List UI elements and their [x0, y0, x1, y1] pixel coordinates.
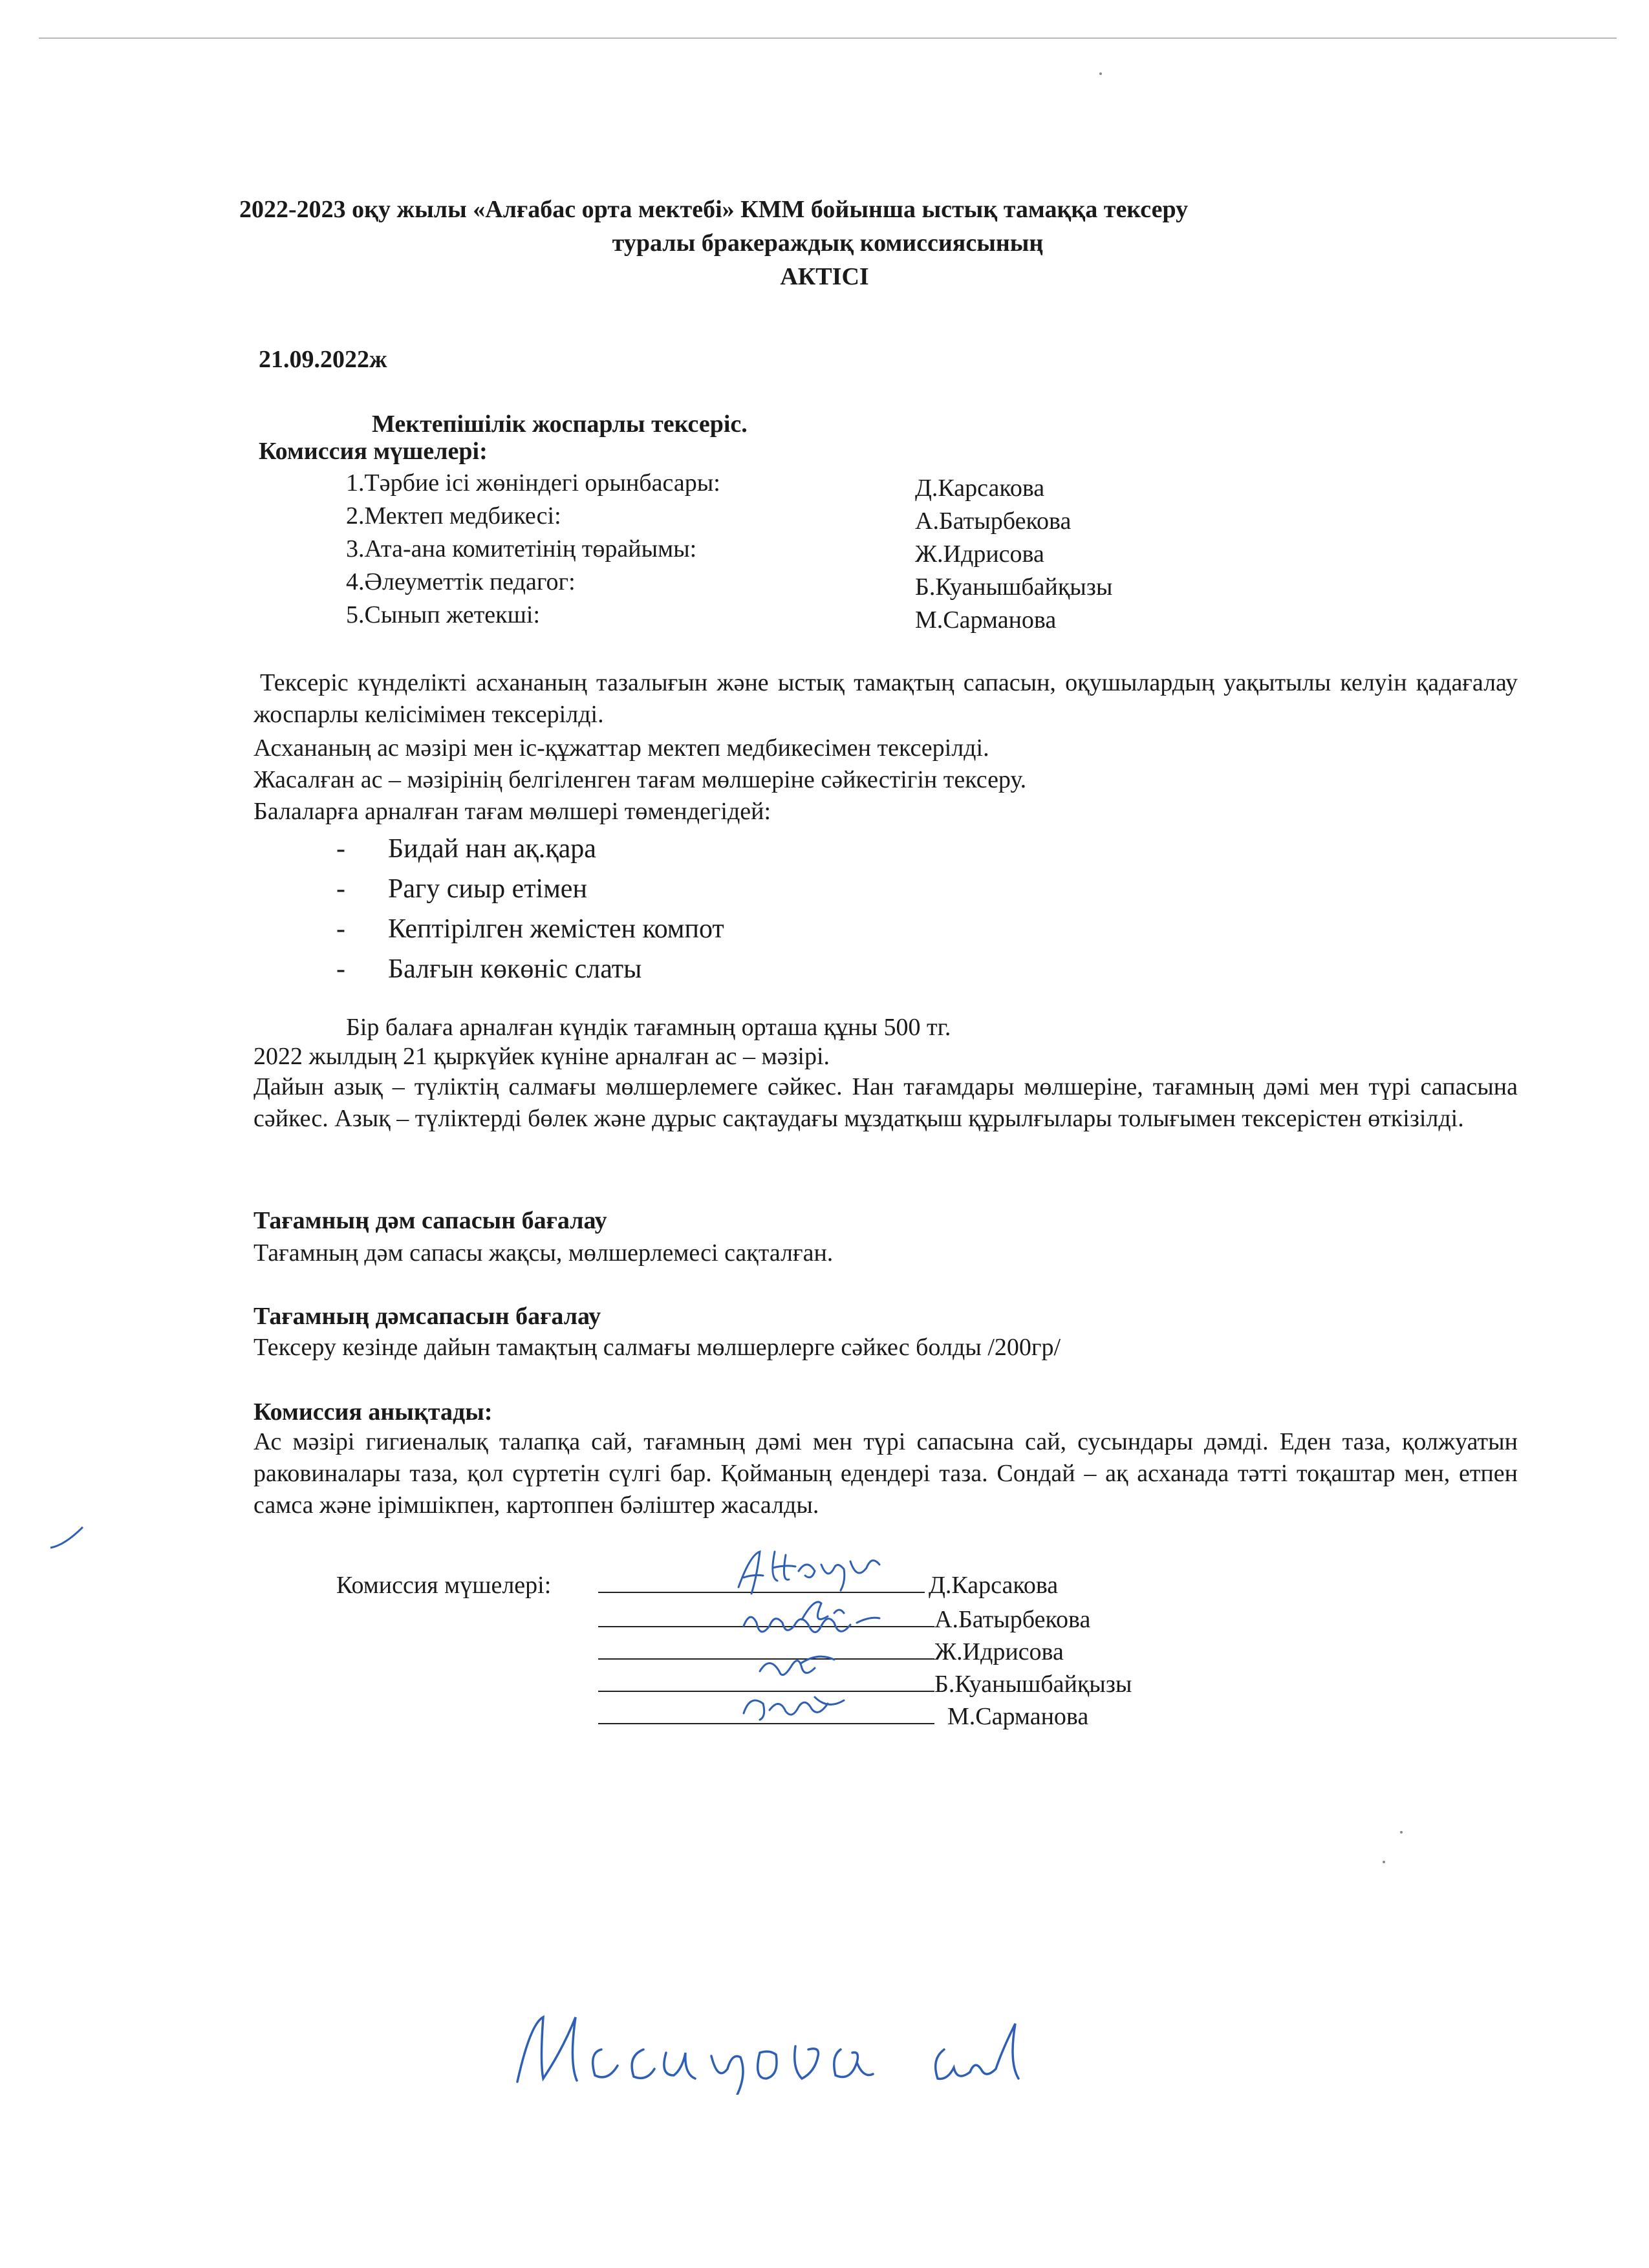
handwritten-note: [504, 1998, 1151, 2095]
scan-speck: [1383, 1861, 1385, 1863]
section-heading: Тағамның дәмсапасын бағалау: [253, 1303, 601, 1330]
document-title: [0, 193, 1649, 294]
section-text: Тағамның дәм сапасы жақсы, мөлшерлемесі сақталған.: [253, 1239, 834, 1267]
member-role: 1.Тәрбие ісі жөніндегі орынбасары:: [346, 469, 720, 497]
commission-heading: Комиссия мүшелері:: [259, 438, 488, 465]
member-name: М.Сарманова: [915, 606, 1057, 634]
paragraph-inspection: Тексеріс күнделікті асхананың тазалығын және ыстық тамақтың сапасын, оқушылардың уақытылы келуін қадағалау жоспарлы келісімімен тексерілді.: [253, 669, 1518, 728]
paragraph-menu-check: Асхананың ас мәзірі мен іс-құжаттар мектеп медбикесімен тексерілді.: [253, 734, 989, 762]
menu-list: [336, 829, 724, 989]
signature-row: Д.Карсакова: [598, 1569, 1058, 1601]
inspection-type: Мектепішілік жоспарлы тексеріс.: [372, 411, 748, 438]
list-item: - Кептірілген жемістен компот: [336, 914, 724, 944]
handwritten-signatures: [724, 1542, 931, 1736]
member-name: Ж.Идрисова: [915, 540, 1044, 568]
paragraph-portion-check: Жасалған ас – мәзірінің белгіленген тағам мөлшеріне сәйкестігін тексеру.: [253, 766, 1027, 793]
paragraph-portion-intro: Балаларға арналған тағам мөлшері төмендегідей:: [253, 798, 771, 825]
member-role: 4.Әлеуметтік педагог:: [346, 568, 576, 595]
paragraph-cost: Бір балаға арналған күндік тағамның орташа құны 500 тг.: [346, 1014, 951, 1041]
title-line-3: АКТІСІ: [780, 263, 869, 290]
paragraph-menu-date: 2022 жылдың 21 қыркүйек күніне арналған ас – мәзірі.: [253, 1043, 830, 1070]
signature-row: М.Сарманова: [598, 1700, 1088, 1733]
commission-roles: [346, 467, 720, 632]
list-item: - Бидай нан ақ.қара: [336, 834, 596, 864]
member-name: А.Батырбекова: [915, 508, 1072, 535]
scan-top-edge: [39, 37, 1617, 39]
list-item: - Балғын көкөніс слаты: [336, 954, 642, 984]
signature-row: А.Батырбекова: [598, 1603, 1090, 1636]
section-text: Ас мәзірі гигиеналық талапқа сай, тағамның дәмі мен түрі сапасына сай, сусындары дәмді. Еден таза, қолжуатын раковиналары таза, қол сүртетін сүлгі бар. Қойманың едендері таза. Сондай – ақ асханада тәтті тоқаштар мен, етпен самса және ірімшікпен, картоппен бәліштер жасалды.: [253, 1428, 1518, 1519]
signature-row: Ж.Идрисова: [598, 1636, 1064, 1668]
section-text: Тексеру кезінде дайын тамақтың салмағы мөлшерлерге сәйкес болды /200гр/: [253, 1334, 1061, 1361]
commission-names: [915, 472, 1112, 637]
section-heading: Тағамның дәм сапасын бағалау: [253, 1207, 607, 1234]
member-role: 5.Сынып жетекші:: [346, 601, 541, 628]
ink-mark: [45, 1519, 91, 1558]
section-heading: Комиссия анықтады:: [253, 1398, 493, 1426]
member-role: 2.Мектеп медбикесі:: [346, 502, 561, 530]
member-name: Д.Карсакова: [915, 475, 1045, 502]
member-role: 3.Ата-ана комитетінің төрайымы:: [346, 535, 697, 562]
signature-label: Комиссия мүшелері:: [336, 1572, 552, 1599]
title-line-1: 2022-2023 оқу жылы «Алғабас орта мектебі» КММ бойынша ыстық тамаққа тексеру: [239, 196, 1189, 223]
scan-speck: [1099, 72, 1102, 75]
signature-row: Б.Куанышбайқызы: [598, 1668, 1132, 1700]
member-name: Б.Куанышбайқызы: [915, 573, 1113, 601]
paragraph-weight-check: Дайын азық – түліктің салмағы мөлшерлемеге сәйкес. Нан тағамдары мөлшеріне, тағамның дәмі мен түрі сапасына сәйкес. Азық – түліктерді бөлек және дұрыс сақтаудағы мұздатқыш құрылғылары толығымен тексерістен өткізілді.: [253, 1073, 1518, 1132]
list-item: - Рагу сиыр етімен: [336, 874, 587, 904]
document-date: 21.09.2022ж: [259, 346, 387, 373]
scan-speck: [1400, 1831, 1403, 1834]
title-line-2: туралы бракераждық комиссиясының: [612, 230, 1044, 257]
